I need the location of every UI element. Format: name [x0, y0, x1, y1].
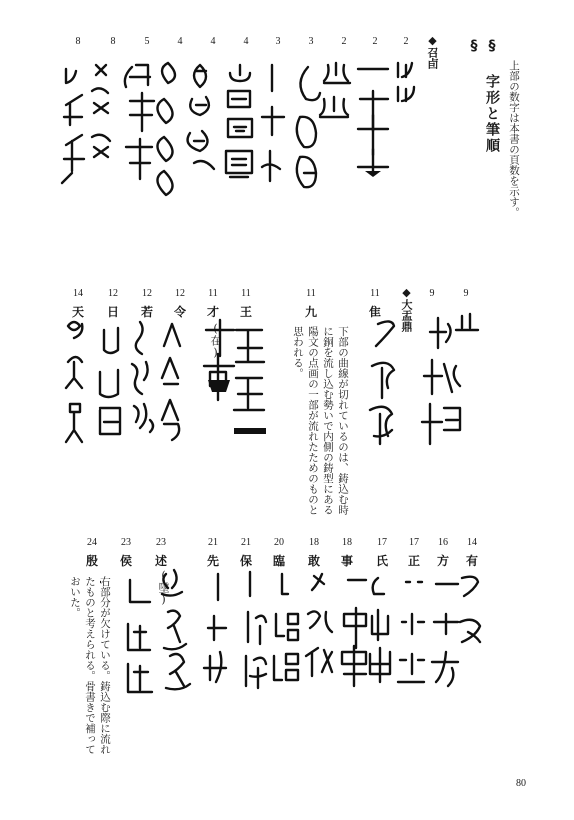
note-yin: 右部分が欠けている。鋳込む際に流れたものと考えられる。骨書きで補っておいた。: [69, 576, 111, 755]
page-ref: 12: [108, 288, 118, 299]
page-number: 80: [516, 778, 526, 789]
char-label: 方: [437, 554, 450, 568]
page-ref: 12: [175, 288, 185, 299]
char-label: 有: [466, 554, 479, 568]
char-annotation: (墜): [157, 569, 170, 606]
page-ref: 3: [308, 36, 314, 47]
char-label: 侯: [120, 554, 133, 568]
char-label: 殷: [86, 554, 99, 568]
page-ref: 12: [142, 288, 152, 299]
page-ref: 17: [409, 537, 419, 548]
page-ref: 9: [429, 288, 435, 299]
page-ref: 18: [309, 537, 319, 548]
char-label: 正: [408, 554, 421, 568]
char-label: 日: [107, 305, 120, 319]
char-label: 若: [141, 305, 154, 319]
page-ref: 4: [210, 36, 216, 47]
page-ref: 2: [372, 36, 378, 47]
page-ref: 8: [110, 36, 116, 47]
page-ref: 9: [463, 288, 469, 299]
section-label-shaoyou: ◆召卣: [426, 34, 439, 69]
note-dayuding: 下部の曲線が切れているのは、鋳込む時に銅を流し込む勢いで内側の鋳型にある陽文の点画の一部が流れたためのものと思われる。: [292, 326, 349, 515]
page-ref: 21: [208, 537, 218, 548]
page-ref: 18: [342, 537, 352, 548]
page-ref: 11: [370, 288, 380, 299]
page-ref: 21: [241, 537, 251, 548]
char-label: 隹: [369, 305, 382, 319]
char-label: 先: [207, 554, 220, 568]
page-ref: 3: [275, 36, 281, 47]
glyph-stroke-order: [398, 63, 414, 101]
page-ref: 14: [73, 288, 83, 299]
char-label: 述: [155, 554, 168, 568]
row2-glyphs: [60, 310, 480, 460]
char-label: 令: [174, 305, 187, 319]
page-ref: 11: [241, 288, 251, 299]
page-ref: 2: [403, 36, 409, 47]
section-label-dayuding: ◆大盂鼎: [400, 286, 413, 332]
char-label: 王: [240, 305, 253, 319]
page-ref: 11: [208, 288, 218, 299]
char-label: 臨: [273, 554, 286, 568]
char-label: 氏: [376, 554, 389, 568]
char-label: 九: [305, 305, 318, 319]
page-ref: 11: [306, 288, 316, 299]
page-ref: 8: [75, 36, 81, 47]
page-ref: 5: [144, 36, 150, 47]
char-label: 敢: [308, 554, 321, 568]
char-label: 才: [207, 305, 220, 319]
page-ref: 23: [121, 537, 131, 548]
char-label: 天: [72, 305, 85, 319]
char-annotation: (在): [209, 322, 222, 359]
page-ref: 4: [177, 36, 183, 47]
page-ref: 4: [243, 36, 249, 47]
page-ref: 14: [467, 537, 477, 548]
page-subtitle: 上部の数字は本書の頁数を示す。: [508, 60, 520, 218]
page-ref: 20: [274, 537, 284, 548]
row1-glyphs: [60, 55, 420, 235]
page-ref: 16: [438, 537, 448, 548]
page-ref: 2: [341, 36, 347, 47]
page-ref: 17: [377, 537, 387, 548]
page-ref: 23: [156, 537, 166, 548]
page-ref: 24: [87, 537, 97, 548]
glyph-stroke-order: [358, 69, 388, 175]
char-label: 保: [240, 554, 253, 568]
char-label: 事: [341, 554, 354, 568]
row3-glyphs: [100, 560, 500, 710]
page-title: § 字形と筆順 §: [466, 38, 500, 154]
